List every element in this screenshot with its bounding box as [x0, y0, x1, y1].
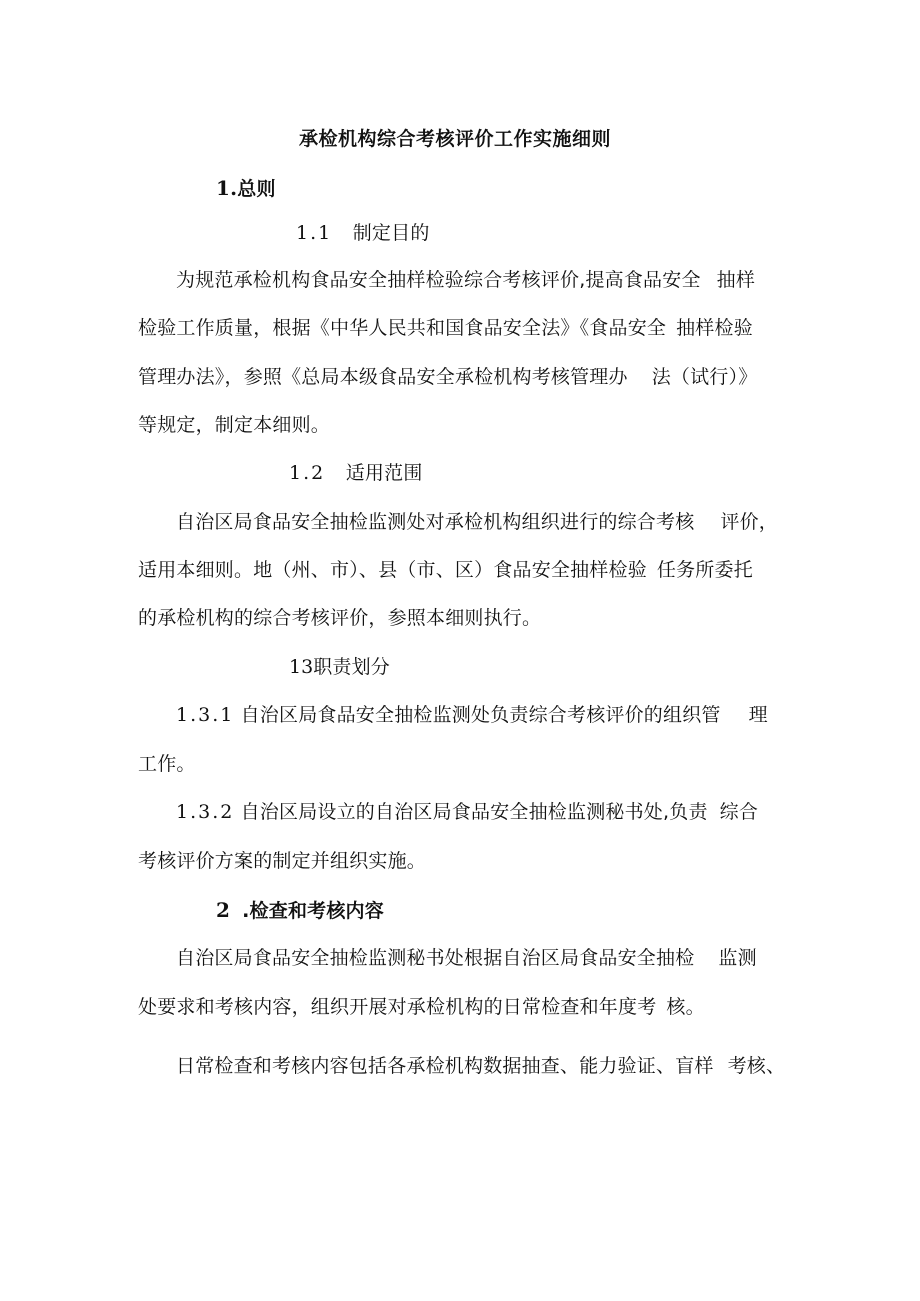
subsection-number: 1.2	[289, 462, 326, 484]
paragraph-line: 日常检查和考核内容包括各承检机构数据抽查、能力验证、盲样 考核、	[176, 1055, 786, 1077]
document-title: 承检机构综合考核评价工作实施细则	[299, 128, 612, 150]
item-number: 1.3.1	[176, 704, 235, 726]
paragraph-line: 1.3.2 自治区局设立的自治区局食品安全抽检监测秘书处,负责 综合	[176, 801, 759, 823]
paragraph-line: 处要求和考核内容，组织开展对承检机构的日常检查和年度考 核。	[138, 996, 705, 1018]
paragraph-line: 适用本细则。地（州、市）、县（市、区）食品安全抽样检验 任务所委托	[138, 559, 753, 581]
subsection-title: 适用范围	[345, 462, 423, 484]
paragraph-line: 考核评价方案的制定并组织实施。	[138, 850, 427, 872]
subsection-1-3-heading	[289, 655, 390, 679]
item-number: 1.3.2	[176, 801, 235, 823]
paragraph-line: 自治区局食品安全抽检监测处对承检机构组织进行的综合考核 评价，	[176, 511, 779, 533]
paragraph-line: 等规定，制定本细则。	[138, 414, 331, 436]
subsection-title: 职责划分	[313, 656, 390, 678]
section-2-heading	[216, 898, 384, 923]
section-title: .检查和考核内容	[242, 900, 384, 922]
subsection-1-1-heading	[296, 221, 430, 245]
subsection-number: 13	[289, 656, 314, 678]
subsection-title: 制定目的	[352, 222, 430, 244]
section-title: 总则	[237, 178, 276, 200]
paragraph-line: 1.3.1 自治区局食品安全抽检监测处负责综合考核评价的组织管 理	[176, 704, 768, 726]
subsection-1-2-heading	[289, 461, 423, 485]
paragraph-line: 检验工作质量，根据《中华人民共和国食品安全法》《食品安全 抽样检验	[138, 317, 753, 339]
paragraph-line: 的承检机构的综合考核评价，参照本细则执行。	[138, 607, 542, 629]
paragraph-line: 管理办法》，参照《总局本级食品安全承检机构考核管理办 法（试行）》	[138, 366, 758, 388]
paragraph-line: 工作。	[138, 753, 196, 775]
section-number: 2	[216, 898, 231, 922]
section-1-heading	[216, 176, 276, 201]
section-number: 1.	[216, 176, 238, 200]
subsection-number: 1.1	[296, 222, 333, 244]
paragraph-line: 自治区局食品安全抽检监测秘书处根据自治区局食品安全抽检 监测	[176, 947, 757, 969]
paragraph-line: 为规范承检机构食品安全抽样检验综合考核评价,提高食品安全 抽样	[176, 269, 756, 291]
